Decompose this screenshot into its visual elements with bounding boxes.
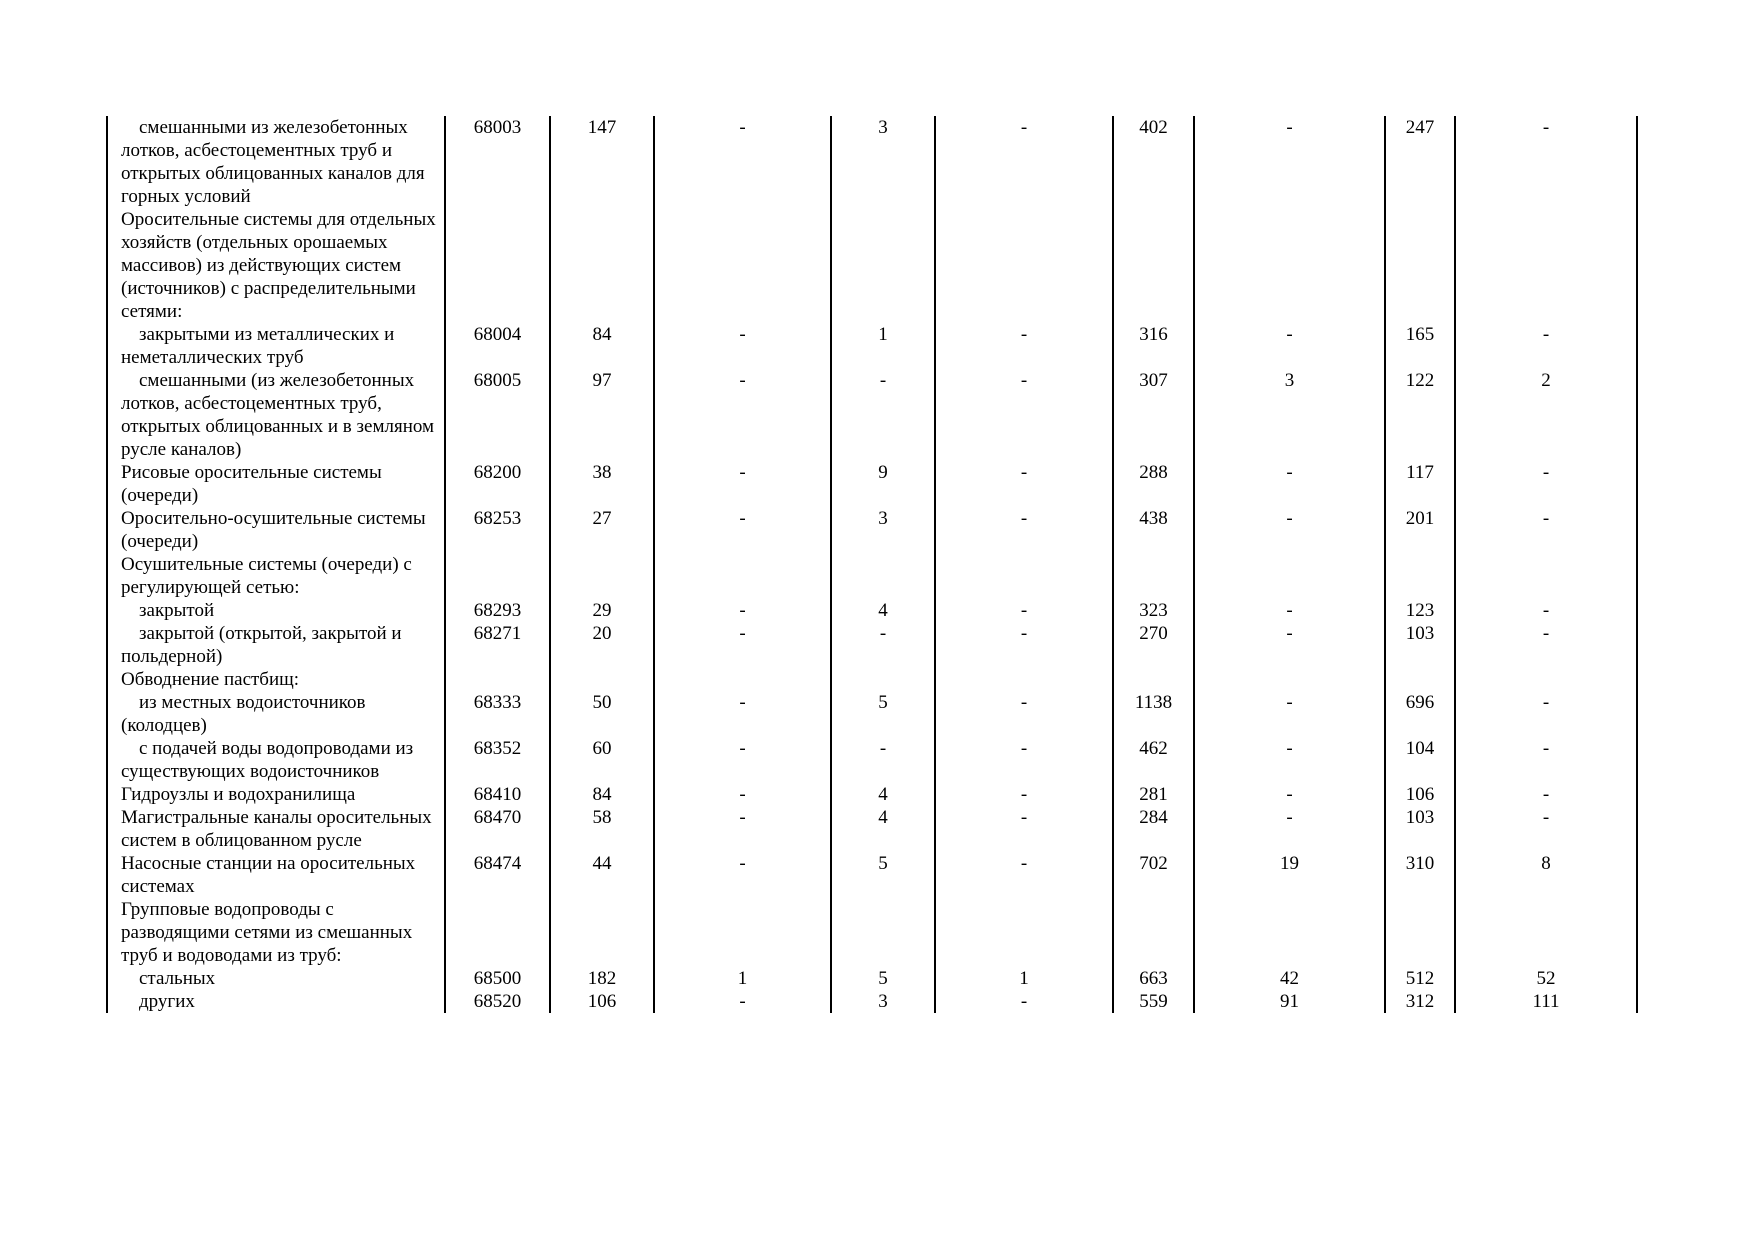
value-cell-3 [831, 208, 935, 323]
value-cell-5: 402 [1113, 116, 1194, 208]
value-cell-5: 281 [1113, 783, 1194, 806]
value-cell-6: - [1194, 599, 1385, 622]
value-cell-1: 38 [550, 461, 654, 507]
code-cell: 68410 [445, 783, 550, 806]
value-cell-1 [550, 553, 654, 599]
value-cell-6: - [1194, 461, 1385, 507]
value-cell-1: 60 [550, 737, 654, 783]
row-name-cell: Обводнение пастбищ: [107, 668, 445, 691]
value-cell-2 [654, 668, 831, 691]
value-cell-5 [1113, 208, 1194, 323]
value-cell-8: - [1455, 461, 1637, 507]
value-cell-1: 20 [550, 622, 654, 668]
table-row [107, 783, 1637, 806]
value-cell-2: - [654, 852, 831, 898]
table-row [107, 622, 1637, 668]
value-cell-1 [550, 208, 654, 323]
value-cell-2 [654, 553, 831, 599]
value-cell-7: 117 [1385, 461, 1455, 507]
code-cell [445, 208, 550, 323]
value-cell-5 [1113, 668, 1194, 691]
value-cell-6: - [1194, 783, 1385, 806]
row-name-cell: других [107, 990, 445, 1013]
value-cell-6: - [1194, 622, 1385, 668]
row-name-cell: Оросительные системы для отдельных хозяйств (отдельных орошаемых массивов) из действующих систем (источников) с распределительными сетями: [107, 208, 445, 323]
value-cell-2: - [654, 622, 831, 668]
row-name-cell: Гидроузлы и водохранилища [107, 783, 445, 806]
code-cell: 68253 [445, 507, 550, 553]
value-cell-8 [1455, 668, 1637, 691]
value-cell-3: 3 [831, 990, 935, 1013]
row-name-cell: Магистральные каналы оросительных систем в облицованном русле [107, 806, 445, 852]
value-cell-7: 103 [1385, 622, 1455, 668]
table-row [107, 208, 1637, 323]
code-cell: 68004 [445, 323, 550, 369]
value-cell-2: - [654, 691, 831, 737]
value-cell-6: - [1194, 691, 1385, 737]
value-cell-8: 2 [1455, 369, 1637, 461]
value-cell-3: 3 [831, 507, 935, 553]
row-name-cell: смешанными (из железобетонных лотков, асбестоцементных труб, открытых облицованных и в земляном русле каналов) [107, 369, 445, 461]
value-cell-4: - [935, 507, 1113, 553]
value-cell-5: 307 [1113, 369, 1194, 461]
value-cell-1: 106 [550, 990, 654, 1013]
value-cell-2: - [654, 783, 831, 806]
value-cell-7: 512 [1385, 967, 1455, 990]
value-cell-1: 84 [550, 323, 654, 369]
row-name-cell: Насосные станции на оросительных системах [107, 852, 445, 898]
value-cell-5: 323 [1113, 599, 1194, 622]
value-cell-3 [831, 553, 935, 599]
value-cell-5: 462 [1113, 737, 1194, 783]
value-cell-1 [550, 898, 654, 967]
value-cell-3: 4 [831, 806, 935, 852]
value-cell-8: - [1455, 323, 1637, 369]
table-row [107, 806, 1637, 852]
code-cell: 68005 [445, 369, 550, 461]
value-cell-7: 247 [1385, 116, 1455, 208]
value-cell-4: 1 [935, 967, 1113, 990]
table-row [107, 553, 1637, 599]
code-cell: 68470 [445, 806, 550, 852]
value-cell-7: 696 [1385, 691, 1455, 737]
value-cell-8 [1455, 553, 1637, 599]
value-cell-4: - [935, 852, 1113, 898]
row-name-cell: с подачей воды водопроводами из существующих водоисточников [107, 737, 445, 783]
value-cell-7: 103 [1385, 806, 1455, 852]
value-cell-3: 5 [831, 852, 935, 898]
value-cell-6: 19 [1194, 852, 1385, 898]
data-table [106, 116, 1638, 1013]
value-cell-2: - [654, 599, 831, 622]
value-cell-1: 58 [550, 806, 654, 852]
value-cell-6: - [1194, 806, 1385, 852]
value-cell-3: - [831, 737, 935, 783]
value-cell-4: - [935, 116, 1113, 208]
value-cell-7 [1385, 208, 1455, 323]
value-cell-5: 663 [1113, 967, 1194, 990]
code-cell: 68200 [445, 461, 550, 507]
value-cell-3: 5 [831, 967, 935, 990]
row-name-cell: из местных водоисточников (колодцев) [107, 691, 445, 737]
value-cell-2: - [654, 507, 831, 553]
code-cell [445, 898, 550, 967]
value-cell-3: 5 [831, 691, 935, 737]
value-cell-4: - [935, 599, 1113, 622]
value-cell-6 [1194, 668, 1385, 691]
row-name-cell: Оросительно-осушительные системы (очереди) [107, 507, 445, 553]
value-cell-3 [831, 668, 935, 691]
table-row [107, 691, 1637, 737]
value-cell-2: - [654, 116, 831, 208]
value-cell-1: 147 [550, 116, 654, 208]
value-cell-5: 438 [1113, 507, 1194, 553]
value-cell-5: 1138 [1113, 691, 1194, 737]
value-cell-8: - [1455, 622, 1637, 668]
value-cell-7: 201 [1385, 507, 1455, 553]
table-row [107, 737, 1637, 783]
table-body [107, 116, 1637, 1013]
value-cell-7: 104 [1385, 737, 1455, 783]
value-cell-5: 702 [1113, 852, 1194, 898]
value-cell-6: 3 [1194, 369, 1385, 461]
code-cell: 68271 [445, 622, 550, 668]
value-cell-1: 29 [550, 599, 654, 622]
value-cell-2: 1 [654, 967, 831, 990]
code-cell [445, 553, 550, 599]
value-cell-4: - [935, 691, 1113, 737]
value-cell-1 [550, 668, 654, 691]
value-cell-8: - [1455, 116, 1637, 208]
row-name-cell: Рисовые оросительные системы (очереди) [107, 461, 445, 507]
row-name-cell: Групповые водопроводы с разводящими сетями из смешанных труб и водоводами из труб: [107, 898, 445, 967]
code-cell: 68500 [445, 967, 550, 990]
value-cell-4 [935, 668, 1113, 691]
value-cell-4: - [935, 369, 1113, 461]
row-name-cell: закрытой [107, 599, 445, 622]
value-cell-8: - [1455, 783, 1637, 806]
value-cell-5: 316 [1113, 323, 1194, 369]
value-cell-3: 3 [831, 116, 935, 208]
code-cell: 68352 [445, 737, 550, 783]
value-cell-1: 182 [550, 967, 654, 990]
value-cell-2: - [654, 369, 831, 461]
value-cell-4: - [935, 461, 1113, 507]
code-cell [445, 668, 550, 691]
value-cell-3: - [831, 622, 935, 668]
table-row [107, 461, 1637, 507]
value-cell-1: 27 [550, 507, 654, 553]
value-cell-5: 288 [1113, 461, 1194, 507]
value-cell-6: - [1194, 323, 1385, 369]
value-cell-7 [1385, 553, 1455, 599]
value-cell-3: - [831, 369, 935, 461]
code-cell: 68333 [445, 691, 550, 737]
value-cell-6: - [1194, 116, 1385, 208]
value-cell-8: - [1455, 599, 1637, 622]
value-cell-2: - [654, 806, 831, 852]
value-cell-6 [1194, 898, 1385, 967]
value-cell-3 [831, 898, 935, 967]
value-cell-7: 123 [1385, 599, 1455, 622]
value-cell-5 [1113, 553, 1194, 599]
value-cell-6: 42 [1194, 967, 1385, 990]
value-cell-8: 111 [1455, 990, 1637, 1013]
value-cell-2: - [654, 461, 831, 507]
table-row [107, 967, 1637, 990]
value-cell-8: 8 [1455, 852, 1637, 898]
value-cell-8: - [1455, 806, 1637, 852]
value-cell-2: - [654, 323, 831, 369]
code-cell: 68520 [445, 990, 550, 1013]
row-name-cell: стальных [107, 967, 445, 990]
value-cell-5: 284 [1113, 806, 1194, 852]
value-cell-6: 91 [1194, 990, 1385, 1013]
value-cell-5: 559 [1113, 990, 1194, 1013]
value-cell-4: - [935, 990, 1113, 1013]
value-cell-5 [1113, 898, 1194, 967]
value-cell-8 [1455, 898, 1637, 967]
table-row [107, 323, 1637, 369]
value-cell-4 [935, 898, 1113, 967]
value-cell-6: - [1194, 507, 1385, 553]
value-cell-8 [1455, 208, 1637, 323]
value-cell-4 [935, 553, 1113, 599]
value-cell-4: - [935, 737, 1113, 783]
value-cell-4: - [935, 783, 1113, 806]
table-row [107, 852, 1637, 898]
value-cell-7: 106 [1385, 783, 1455, 806]
value-cell-7 [1385, 898, 1455, 967]
table-row [107, 507, 1637, 553]
table-row [107, 898, 1637, 967]
value-cell-3: 1 [831, 323, 935, 369]
value-cell-3: 4 [831, 783, 935, 806]
value-cell-1: 50 [550, 691, 654, 737]
code-cell: 68293 [445, 599, 550, 622]
value-cell-6 [1194, 553, 1385, 599]
value-cell-6 [1194, 208, 1385, 323]
table-row [107, 599, 1637, 622]
value-cell-4: - [935, 622, 1113, 668]
table-row [107, 668, 1637, 691]
value-cell-4: - [935, 323, 1113, 369]
value-cell-3: 4 [831, 599, 935, 622]
value-cell-8: - [1455, 507, 1637, 553]
row-name-cell: закрытой (открытой, закрытой и польдерной) [107, 622, 445, 668]
code-cell: 68003 [445, 116, 550, 208]
value-cell-7: 122 [1385, 369, 1455, 461]
table-row [107, 116, 1637, 208]
row-name-cell: смешанными из железобетонных лотков, асбестоцементных труб и открытых облицованных каналов для горных условий [107, 116, 445, 208]
value-cell-2: - [654, 737, 831, 783]
value-cell-1: 84 [550, 783, 654, 806]
value-cell-7: 165 [1385, 323, 1455, 369]
value-cell-4 [935, 208, 1113, 323]
value-cell-3: 9 [831, 461, 935, 507]
value-cell-2: - [654, 990, 831, 1013]
value-cell-7: 310 [1385, 852, 1455, 898]
value-cell-1: 44 [550, 852, 654, 898]
value-cell-6: - [1194, 737, 1385, 783]
table-row [107, 369, 1637, 461]
value-cell-2 [654, 208, 831, 323]
row-name-cell: закрытыми из металлических и неметаллических труб [107, 323, 445, 369]
value-cell-4: - [935, 806, 1113, 852]
value-cell-7: 312 [1385, 990, 1455, 1013]
value-cell-2 [654, 898, 831, 967]
value-cell-1: 97 [550, 369, 654, 461]
value-cell-7 [1385, 668, 1455, 691]
code-cell: 68474 [445, 852, 550, 898]
value-cell-5: 270 [1113, 622, 1194, 668]
row-name-cell: Осушительные системы (очереди) с регулирующей сетью: [107, 553, 445, 599]
value-cell-8: 52 [1455, 967, 1637, 990]
table-row [107, 990, 1637, 1013]
value-cell-8: - [1455, 737, 1637, 783]
value-cell-8: - [1455, 691, 1637, 737]
